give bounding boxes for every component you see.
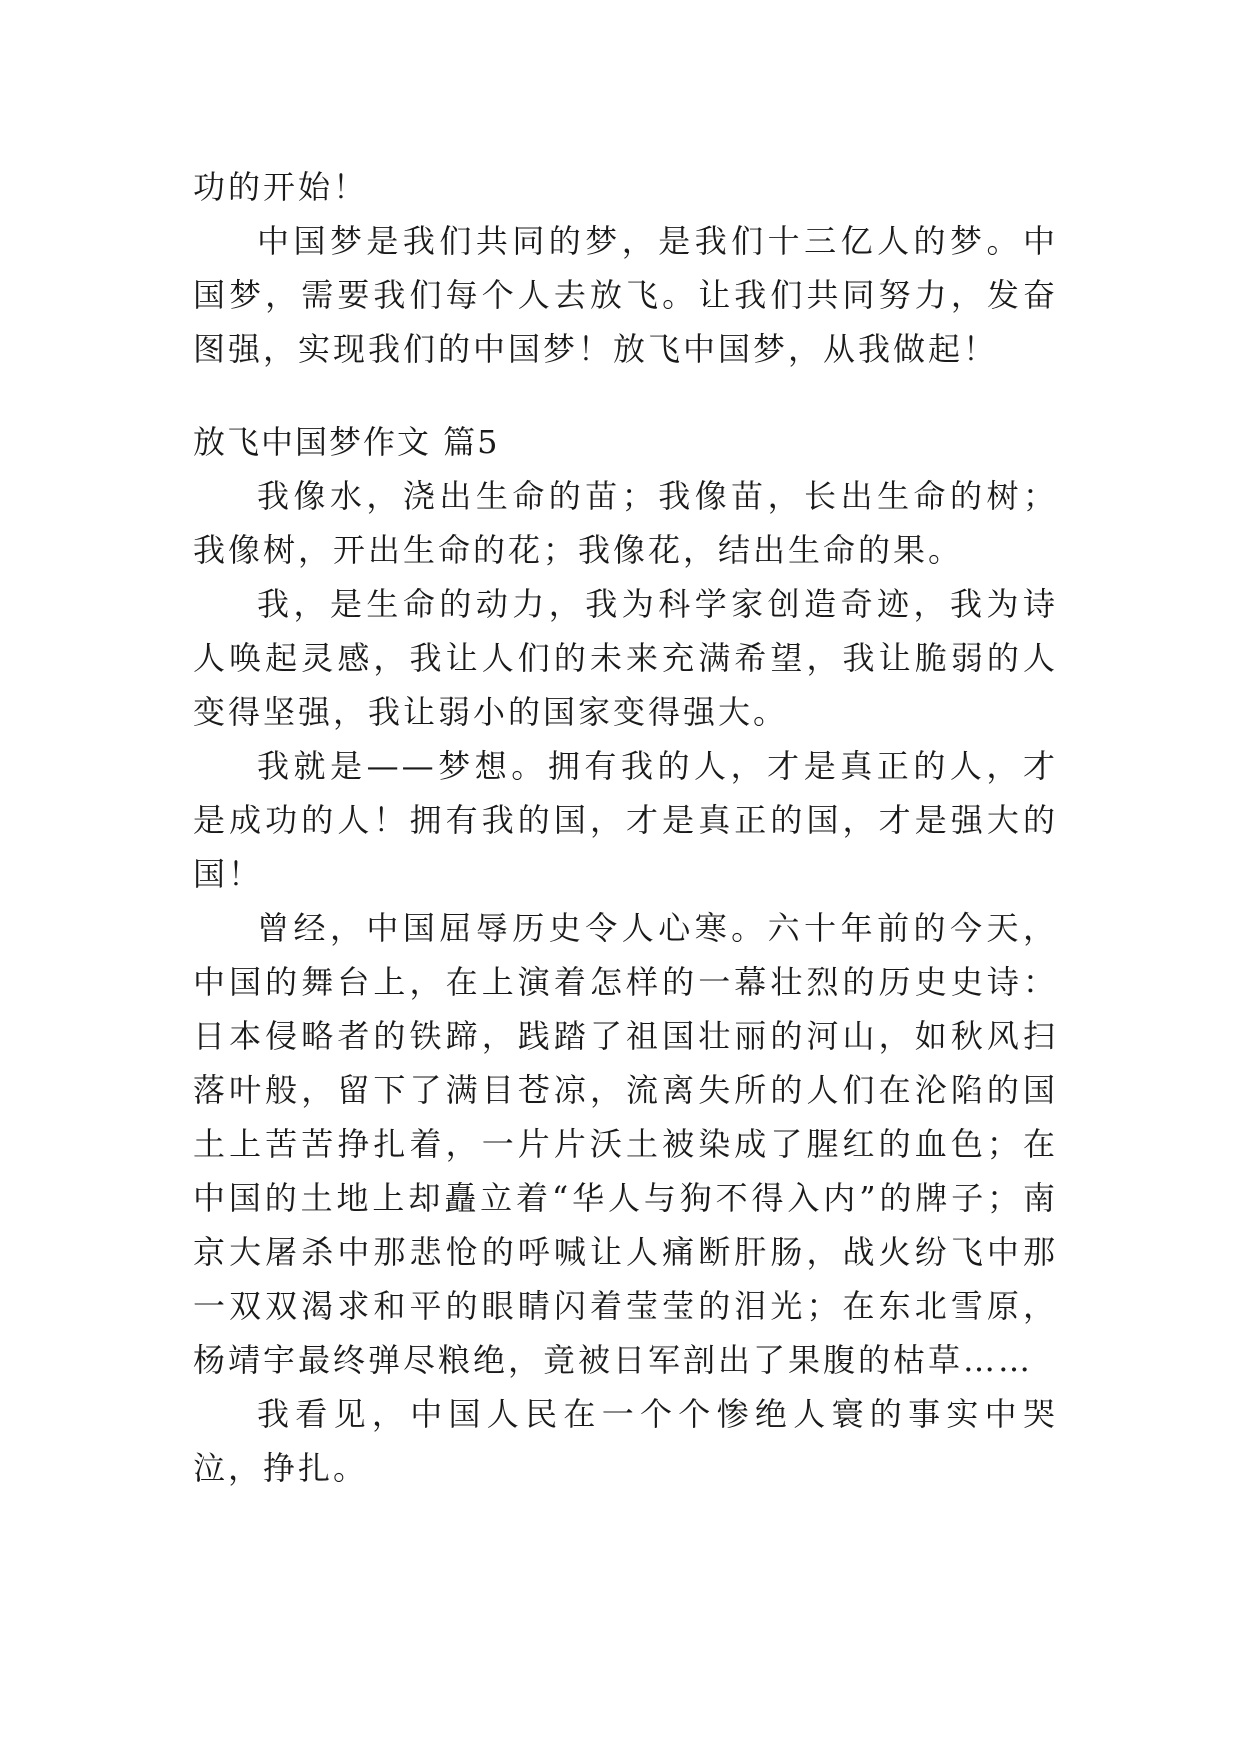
paragraph: 我像水，浇出生命的苗；我像苗，长出生命的树；我像树，开出生命的花；我像花，结出生命的果。 bbox=[193, 477, 1058, 569]
paragraph: 曾经，中国屈辱历史令人心寒。六十年前的今天，中国的舞台上，在上演着怎样的一幕壮烈的历史史诗：日本侵略者的铁蹄，践踏了祖国壮丽的河山，如秋风扫落叶般，留下了满目苍凉，流离失所的人们在沦陷的国土上苦苦挣扎着，一片片沃土被染成了腥红的血色；在中国的土地上却矗立着“华人与狗不得入内”的牌子；南京大屠杀中那悲怆的呼喊让人痛断肝肠，战火纷飞中那一双双渴求和平的眼睛闪着莹莹的泪光；在东北雪原，杨靖宇最终弹尽粮绝，竟被日军剖出了果腹的枯草…… bbox=[193, 909, 1058, 1379]
paragraph: 我看见，中国人民在一个个惨绝人寰的事实中哭泣，挣扎。 bbox=[193, 1395, 1058, 1487]
paragraph: 我就是——梦想。拥有我的人，才是真正的人，才是成功的人！拥有我的国，才是真正的国，才是强大的国！ bbox=[193, 747, 1058, 893]
paragraph: 我，是生命的动力，我为科学家创造奇迹，我为诗人唤起灵感，我让人们的未来充满希望，我让脆弱的人变得坚强，我让弱小的国家变得强大。 bbox=[193, 585, 1058, 731]
document-body bbox=[193, 160, 1058, 1495]
paragraph-continuation: 功的开始！ bbox=[193, 168, 369, 206]
paragraph: 中国梦是我们共同的梦，是我们十三亿人的梦。中国梦，需要我们每个人去放飞。让我们共同努力，发奋图强，实现我们的中国梦！放飞中国梦，从我做起！ bbox=[193, 222, 1058, 368]
section-heading: 放飞中国梦作文 篇5 bbox=[193, 423, 500, 461]
